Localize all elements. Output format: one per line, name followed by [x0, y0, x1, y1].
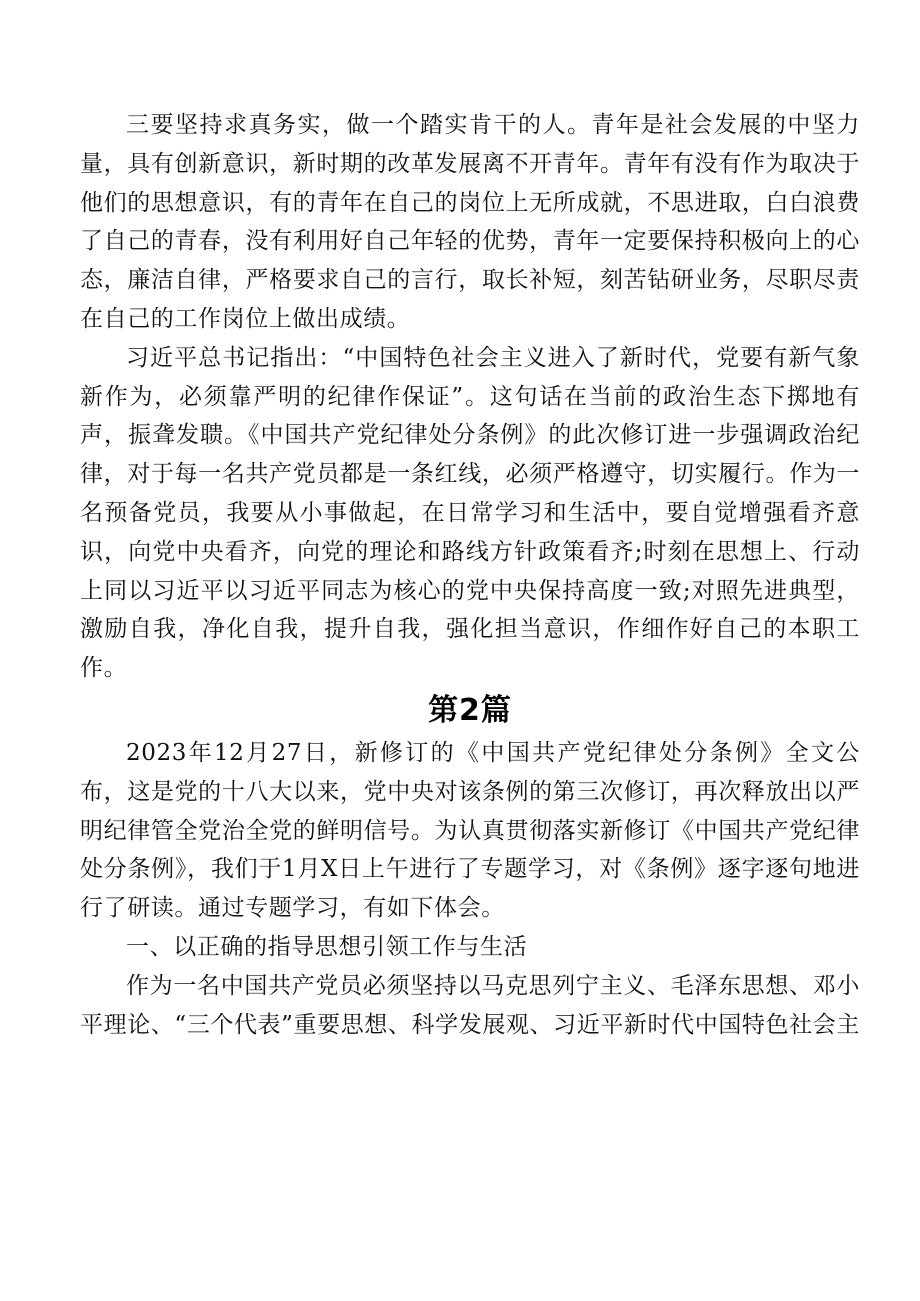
section-heading: 第2篇	[428, 692, 512, 728]
paragraph-regulation-revision: 2023年12月27日，新修订的《中国共产党纪律处分条例》全文公布，这是党的十八大以来，党中央对该条例的第三次修订，再次释放出以严明纪律管全党治全党的鲜明信号。为认真贯彻落实新修订《中国共产党纪律处分条例》，我们于1月X日上午进行了专题学习，对《条例》逐字逐句地进行了研读。通过专题学习，有如下体会。	[80, 739, 860, 922]
paragraph-party-member: 作为一名中国共产党员必须坚持以马克思列宁主义、毛泽东思想、邓小平理论、“三个代表”重要思想、科学发展观、习近平新时代中国特色社会主	[80, 972, 860, 1038]
document-body	[80, 106, 860, 1044]
paragraph-discipline-quote: 习近平总书记指出：“中国特色社会主义进入了新时代，党要有新气象新作为，必须靠严明的纪律作保证”。这句话在当前的政治生态下掷地有声，振聋发聩。《中国共产党纪律处分条例》的此次修订进一步强调政治纪律，对于每一名共产党员都是一条红线，必须严格遵守，切实履行。作为一名预备党员，我要从小事做起，在日常学习和生活中，要自觉增强看齐意识，向党中央看齐，向党的理论和路线方针政策看齐;时刻在思想上、行动上同以习近平以习近平同志为核心的党中央保持高度一致;对照先进典型，激励自我，净化自我，提升自我，强化担当意识，作细作好自己的本职工作。	[80, 344, 860, 682]
paragraph-seek-truth: 三要坚持求真务实，做一个踏实肯干的人。青年是社会发展的中坚力量，具有创新意识，新时期的改革发展离不开青年。青年有没有作为取决于他们的思想意识，有的青年在自己的岗位上无所成就，不思进取，白白浪费了自己的青春，没有利用好自己年轻的优势，青年一定要保持积极向上的心态，廉洁自律，严格要求自己的言行，取长补短，刻苦钻研业务，尽职尽责在自己的工作岗位上做出成绩。	[80, 112, 860, 332]
subheading-guiding-thought: 一、以正确的指导思想引领工作与生活	[126, 933, 528, 960]
